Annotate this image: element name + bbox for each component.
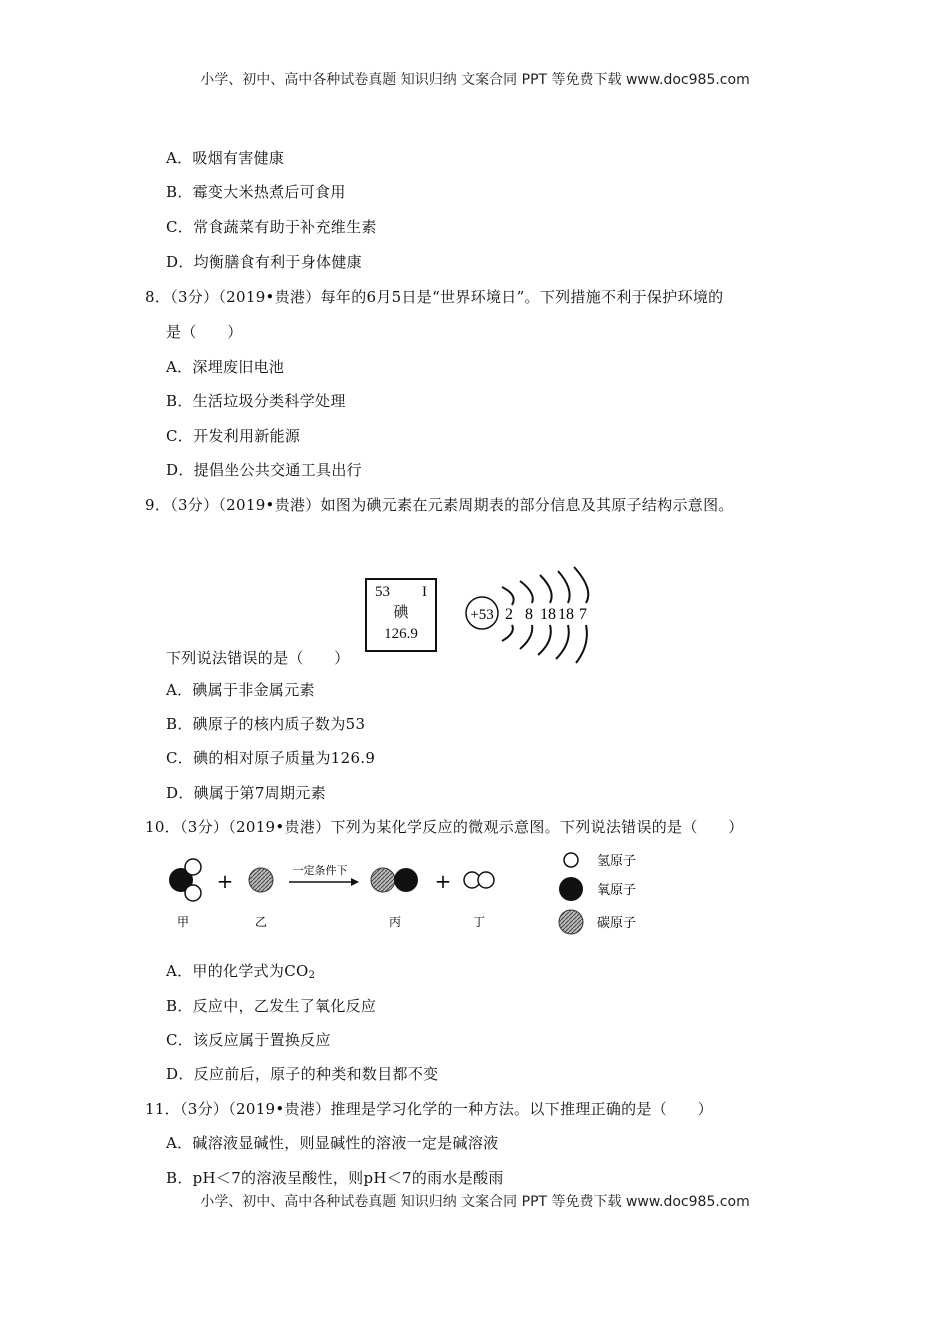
q8-option-c: C．开发利用新能源 [166,427,301,445]
q10-option-d: D．反应前后，原子的种类和数目都不变 [166,1065,439,1083]
label-jia: 甲 [176,915,190,929]
q9-option-b: B．碘原子的核内质子数为53 [166,715,366,733]
molecule-ding [464,872,494,888]
atomic-mass: 126.9 [384,626,418,642]
shell-5: 7 [579,606,587,623]
shell-4: 18 [558,606,574,623]
q9-stem: 9．（3分）（2019•贵港）如图为碘元素在元素周期表的部分信息及其原子结构示意图。 [145,496,734,514]
q11-option-b: B．pH＜7的溶液呈酸性，则pH＜7的雨水是酸雨 [166,1169,504,1187]
footer-banner: 小学、初中、高中各种试卷真题 知识归纳 文案合同 PPT 等免费下载 www.doc985.com [200,1194,750,1210]
q9-option-d: D．碘属于第7周期元素 [166,784,326,802]
nucleus-charge: +53 [470,607,494,623]
q7-option-c: C．常食蔬菜有助于补充维生素 [166,218,377,236]
label-yi: 乙 [254,915,268,929]
q7-option-b: B．霉变大米热煮后可食用 [166,183,346,201]
svg-text:+: + [434,869,452,893]
legend-oxygen: 氧原子 [597,883,637,898]
periodic-element-box [365,578,437,652]
legend [559,853,636,934]
shell-3: 18 [540,606,556,623]
q8-stem: 8．（3分）（2019•贵港）每年的6月5日是“世界环境日”。下列措施不利于保护环境的 [145,288,724,306]
header-banner: 小学、初中、高中各种试卷真题 知识归纳 文案合同 PPT 等免费下载 www.doc985.com [200,72,750,88]
shell-2: 8 [525,606,533,623]
q7-option-d: D．均衡膳食有利于身体健康 [166,253,362,271]
atomic-number: 53 [375,584,390,600]
legend-carbon: 碳原子 [597,916,637,931]
q8-option-a: A．深埋废旧电池 [166,358,285,376]
q11-stem: 11．（3分）（2019•贵港）推理是学习化学的一种方法。以下推理正确的是（ ） [145,1100,713,1118]
element-name: 碘 [393,605,409,621]
reaction-condition: 一定条件下 [292,864,348,877]
element-symbol: I [422,584,427,600]
reaction-diagram [165,848,685,940]
atomic-structure-diagram [462,565,597,665]
q8-option-b: B．生活垃圾分类科学处理 [166,392,346,410]
q8-stem-cont: 是（ ） [166,323,243,341]
q10-option-b: B．反应中，乙发生了氧化反应 [166,997,377,1015]
q9-option-c: C．碘的相对原子质量为126.9 [166,749,376,767]
q11-option-a: A．碱溶液显碱性，则显碱性的溶液一定是碱溶液 [166,1134,499,1152]
q7-option-a: A．吸烟有害健康 [166,149,285,167]
q10-option-a: A．甲的化学式为$CO_2$ [166,962,316,981]
molecule-jia [169,859,201,901]
molecule-bing [371,868,418,892]
q10-stem: 10．（3分）（2019•贵港）下列为某化学反应的微观示意图。下列说法错误的是（ ） [145,818,744,836]
q9-substem: 下列说法错误的是（ ） [166,649,350,667]
shell-1: 2 [505,606,513,623]
atom-yi [249,868,273,892]
label-bing: 丙 [388,915,402,929]
q10-option-c: C．该反应属于置换反应 [166,1031,331,1049]
q8-option-d: D．提倡坐公共交通工具出行 [166,461,362,479]
q9-option-a: A．碘属于非金属元素 [166,681,315,699]
arrow-icon [351,878,359,886]
legend-hydrogen: 氢原子 [597,854,637,869]
svg-text:+: + [216,869,234,893]
label-ding: 丁 [472,915,486,929]
